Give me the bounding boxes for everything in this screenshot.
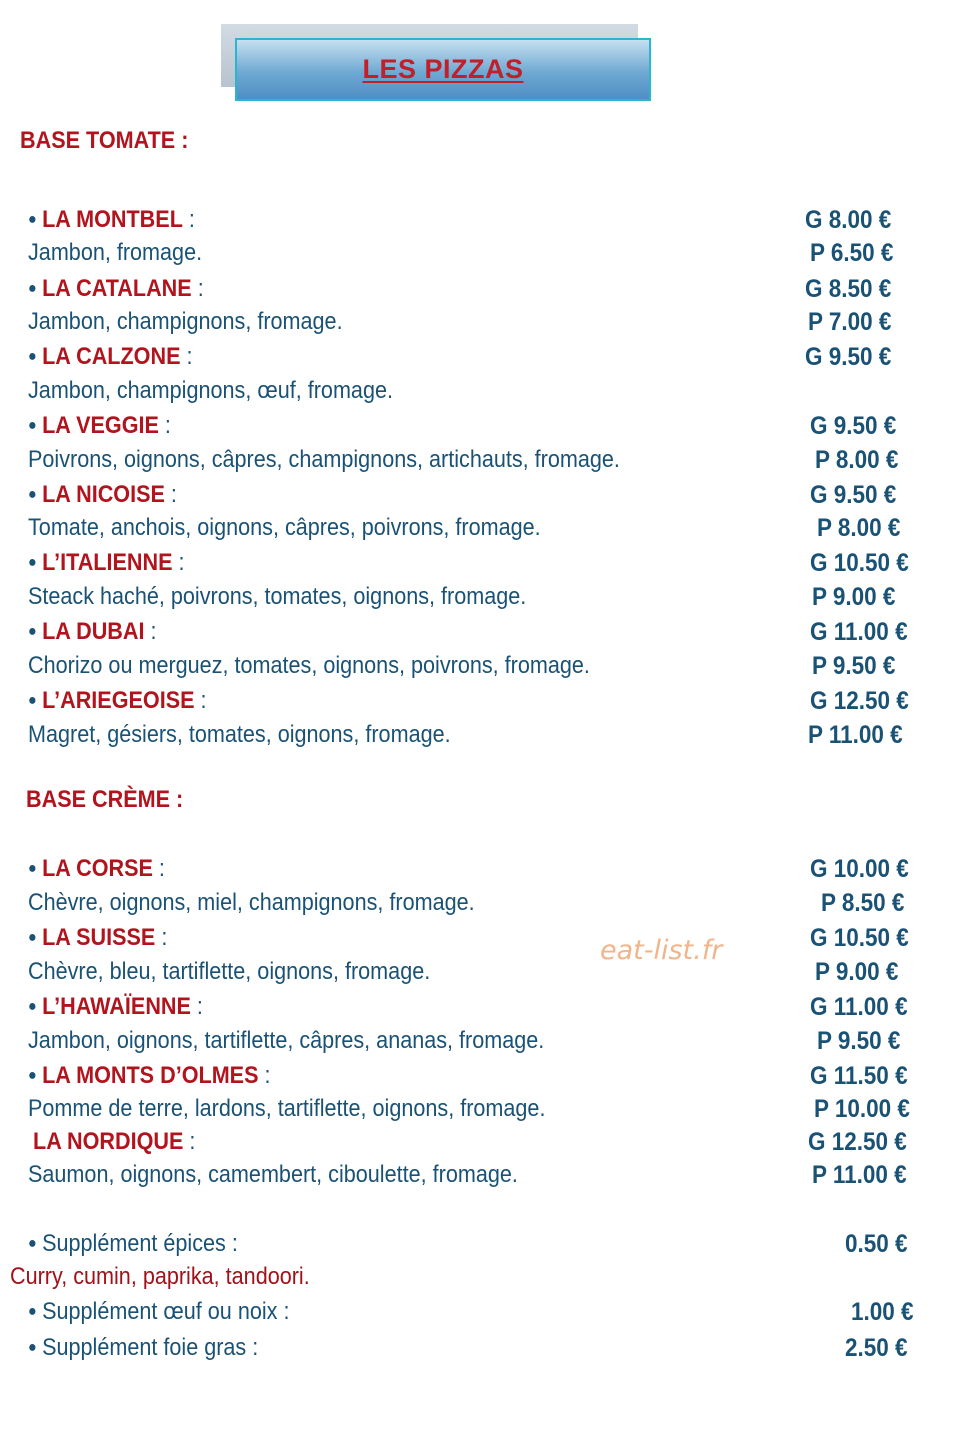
section-heading-tomate: BASE TOMATE : [20,127,189,154]
item-description: Jambon, champignons, œuf, fromage. [28,377,393,404]
item-description: Jambon, fromage. [28,239,203,266]
item-name: LA VEGGIE [42,412,159,439]
bullet-icon: ● [28,998,37,1015]
item-description: Jambon, oignons, tartiflette, câpres, ananas, fromage. [28,1027,545,1054]
item-name: LA CATALANE [42,275,192,302]
price-large: G 9.50 € [810,412,897,440]
supplement-price: 2.50 € [845,1334,908,1362]
price-small: P 11.00 € [812,1161,907,1189]
bullet-icon: ● [28,486,37,503]
bullet-icon: ● [28,1339,37,1356]
item-name: LA MONTBEL [42,206,183,233]
item-name: LA DUBAI [42,618,145,645]
item-description: Pomme de terre, lardons, tartiflette, oignons, fromage. [28,1095,546,1122]
item-name: L’ARIEGEOISE [42,687,195,714]
bullet-icon: ● [28,554,37,571]
bullet-icon: ● [28,692,37,709]
bullet-icon: ● [28,1303,37,1320]
supplement-label: Supplément épices : [42,1230,238,1257]
supplement-price: 1.00 € [851,1298,914,1326]
item-description: Saumon, oignons, camembert, ciboulette, fromage. [28,1161,518,1188]
price-large: G 10.50 € [810,549,909,577]
watermark: eat-list.fr [600,935,723,966]
price-large: G 9.50 € [810,481,897,509]
bullet-icon: ● [28,211,37,228]
bullet-icon: ● [28,417,37,434]
price-large: G 12.50 € [810,687,909,715]
bullet-icon: ● [28,1067,37,1084]
price-small: P 9.00 € [815,958,899,986]
price-large: G 12.50 € [808,1128,907,1156]
item-name: LA CORSE [42,855,153,882]
price-small: P 11.00 € [808,721,903,749]
bullet-icon: ● [28,280,37,297]
item-name: LA CALZONE [42,343,181,370]
price-large: G 11.00 € [810,618,908,646]
supplement-detail: Curry, cumin, paprika, tandoori. [10,1263,310,1290]
page-title: LES PIZZAS [362,54,524,84]
price-large: G 11.50 € [810,1062,908,1090]
item-description: Chèvre, oignons, miel, champignons, fromage. [28,889,475,916]
bullet-icon: ● [28,929,37,946]
section-heading-creme: BASE CRÈME : [26,786,184,813]
supplement-label: Supplément foie gras : [42,1334,259,1361]
price-small: P 9.50 € [812,652,896,680]
item-description: Tomate, anchois, oignons, câpres, poivrons, fromage. [28,514,541,541]
item-description: Magret, gésiers, tomates, oignons, fromage. [28,721,451,748]
item-name: L’HAWAÏENNE [42,993,191,1020]
bullet-icon: ● [28,860,37,877]
bullet-icon: ● [28,348,37,365]
price-small: P 10.00 € [814,1095,910,1123]
price-small: P 6.50 € [810,239,894,267]
price-small: P 7.00 € [808,308,892,336]
bullet-icon: ● [28,1235,37,1252]
price-small: P 8.00 € [815,446,899,474]
item-description: Poivrons, oignons, câpres, champignons, artichauts, fromage. [28,446,620,473]
item-name: LA NORDIQUE [33,1128,184,1155]
supplement-price: 0.50 € [845,1230,908,1258]
price-large: G 9.50 € [805,343,892,371]
item-name: LA SUISSE [42,924,156,951]
item-description: Chorizo ou merguez, tomates, oignons, poivrons, fromage. [28,652,590,679]
price-large: G 10.00 € [810,855,909,883]
price-large: G 11.00 € [810,993,908,1021]
price-large: G 10.50 € [810,924,909,952]
item-name: LA MONTS D’OLMES [42,1062,259,1089]
price-small: P 8.50 € [821,889,905,917]
item-description: Chèvre, bleu, tartiflette, oignons, fromage. [28,958,431,985]
title-banner [235,38,651,101]
item-name: LA NICOISE [42,481,165,508]
price-large: G 8.50 € [805,275,892,303]
bullet-icon: ● [28,623,37,640]
item-description: Jambon, champignons, fromage. [28,308,343,335]
supplement-label: Supplément œuf ou noix : [42,1298,290,1325]
price-small: P 9.00 € [812,583,896,611]
price-large: G 8.00 € [805,206,892,234]
price-small: P 8.00 € [817,514,901,542]
price-small: P 9.50 € [817,1027,901,1055]
item-name: L’ITALIENNE [42,549,173,576]
item-description: Steack haché, poivrons, tomates, oignons, fromage. [28,583,527,610]
